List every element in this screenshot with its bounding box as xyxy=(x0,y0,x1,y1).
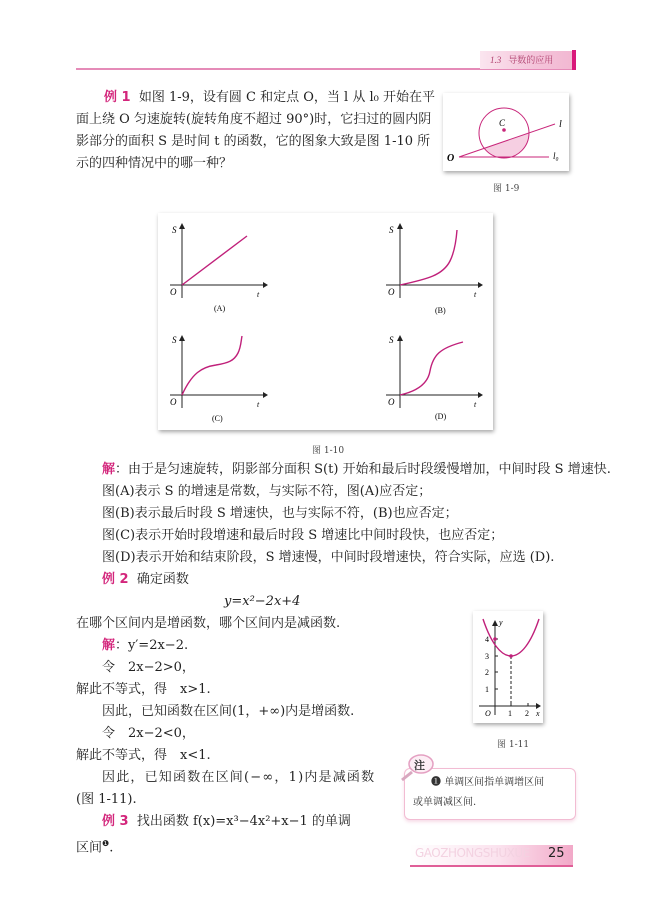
svg-text:注: 注 xyxy=(414,760,425,772)
svg-text:(A): (A) xyxy=(214,304,226,313)
svg-text:t: t xyxy=(257,290,260,299)
example2-formula: y=x²−2x+4 xyxy=(224,594,301,609)
page-number: 25 xyxy=(548,846,565,861)
svg-text:4: 4 xyxy=(485,635,489,644)
svg-text:O: O xyxy=(388,397,395,407)
label-l0: l₀ xyxy=(553,151,559,161)
note-line-2: 或单调减区间. xyxy=(413,797,477,808)
panel-d xyxy=(386,335,483,421)
figure-1-9 xyxy=(443,93,569,171)
svg-text:S: S xyxy=(172,335,177,345)
figure-1-11-caption: 图 1-11 xyxy=(497,740,530,750)
label-l: l xyxy=(559,119,562,130)
example2-line-1: 例 2 确定函数 xyxy=(102,572,189,587)
svg-text:3: 3 xyxy=(485,652,489,661)
svg-text:1: 1 xyxy=(508,709,512,718)
solution1-line-3: 图(B)表示最后时段 S 增速快，也与实际不符，(B)也应否定； xyxy=(102,506,458,521)
figure-1-9-caption: 图 1-9 xyxy=(493,184,520,194)
example2-question: 在哪个区间内是增函数，哪个区间内是减函数. xyxy=(76,616,341,631)
solution2-line-3: 解此不等式，得 x>1. xyxy=(76,682,211,697)
parabola-graph xyxy=(473,611,543,723)
svg-text:(D): (D) xyxy=(435,412,447,421)
panel-c xyxy=(170,335,268,423)
header-accent-mark xyxy=(572,50,576,70)
svg-text:y: y xyxy=(499,618,503,627)
figure-1-10-caption: 图 1-10 xyxy=(312,446,345,456)
panel-b xyxy=(386,223,483,315)
svg-text:S: S xyxy=(389,335,394,345)
example1-label: 例 1 xyxy=(104,90,131,105)
solution2-line-8: (图 1-11). xyxy=(76,792,137,807)
svg-text:O: O xyxy=(170,287,177,297)
solution1-label: 解 xyxy=(102,462,116,477)
solution2-line-4: 因此，已知函数在区间(1，+∞)内是增函数. xyxy=(102,704,355,719)
svg-text:2: 2 xyxy=(485,668,489,677)
label-c: C xyxy=(499,118,506,128)
footer-brand: GAOZHONGSHUXUE xyxy=(415,846,530,860)
solution2-label: 解 xyxy=(102,638,116,653)
example2-label: 例 2 xyxy=(102,572,129,587)
magnifier-note-icon xyxy=(400,752,440,782)
example1-line-3: 影部分的面积 S 是时间 t 的函数，它的图象大致是图 1-10 所 xyxy=(76,134,431,149)
solution2-line-1: 解：y′=2x−2. xyxy=(102,638,189,653)
section-title: 导数的应用 xyxy=(508,56,554,66)
solution2-line-5: 令 2x−2<0， xyxy=(102,726,195,741)
svg-text:2: 2 xyxy=(525,709,529,718)
svg-text:O: O xyxy=(485,709,491,718)
solution1-line-1: 解：由于是匀速旋转，阴影部分面积 S(t) 开始和最后时段缓慢增加，中间时段 S 增速快. xyxy=(102,462,611,477)
svg-text:(C): (C) xyxy=(212,414,223,423)
circle-rotation-diagram xyxy=(443,93,569,171)
solution2-line-6: 解此不等式，得 x<1. xyxy=(76,748,211,763)
figure-1-11 xyxy=(473,611,543,723)
solution1-line-5: 图(D)表示开始和结束阶段，S 增速慢，中间时段增速快，符合实际，应选 (D). xyxy=(102,550,555,565)
svg-text:t: t xyxy=(474,400,477,409)
solution2-line-7: 因此，已知函数在区间(−∞，1)内是减函数 xyxy=(102,770,376,785)
figure-1-10 xyxy=(158,213,493,430)
svg-text:x: x xyxy=(536,709,540,718)
example3-line-1: 例 3 找出函数 f(x)=x³−4x²+x−1 的单调 xyxy=(102,814,351,829)
note-line-1: ❶ 单调区间指单调增区间 xyxy=(431,777,545,788)
footnote-marker: ❶ xyxy=(102,839,110,848)
svg-text:O: O xyxy=(170,397,177,407)
four-graphs xyxy=(158,213,493,430)
svg-text:S: S xyxy=(172,225,177,235)
solution1-line-4: 图(C)表示开始时段增速和最后时段 S 增速比中间时段快，也应否定； xyxy=(102,528,504,543)
solution1-line-2: 图(A)表示 S 的增速是常数，与实际不符，图(A)应否定； xyxy=(102,484,432,499)
footer-rule xyxy=(410,865,573,867)
section-number: 1.3 xyxy=(490,55,502,65)
example1-line-2: 面上绕 O 匀速旋转(旋转角度不超过 90°)时，它扫过的圆内阴 xyxy=(76,112,432,127)
example3-line-2: 区间$^❶$. xyxy=(76,839,114,856)
example1-line-4: 示的四种情况中的哪一种？ xyxy=(76,156,233,171)
note-tag xyxy=(400,752,434,778)
label-o: O xyxy=(447,153,455,164)
svg-text:1: 1 xyxy=(485,685,489,694)
svg-text:t: t xyxy=(257,400,260,409)
svg-text:S: S xyxy=(389,225,394,235)
panel-a xyxy=(170,223,268,313)
section-tab xyxy=(480,51,572,69)
svg-text:O: O xyxy=(388,287,395,297)
svg-text:(B): (B) xyxy=(435,306,446,315)
solution2-line-2: 令 2x−2>0， xyxy=(102,660,195,675)
example3-label: 例 3 xyxy=(102,814,129,829)
example1-line-1: 例 1 如图 1-9，设有圆 C 和定点 O，当 l 从 l₀ 开始在平 xyxy=(104,90,435,105)
svg-text:t: t xyxy=(474,290,477,299)
